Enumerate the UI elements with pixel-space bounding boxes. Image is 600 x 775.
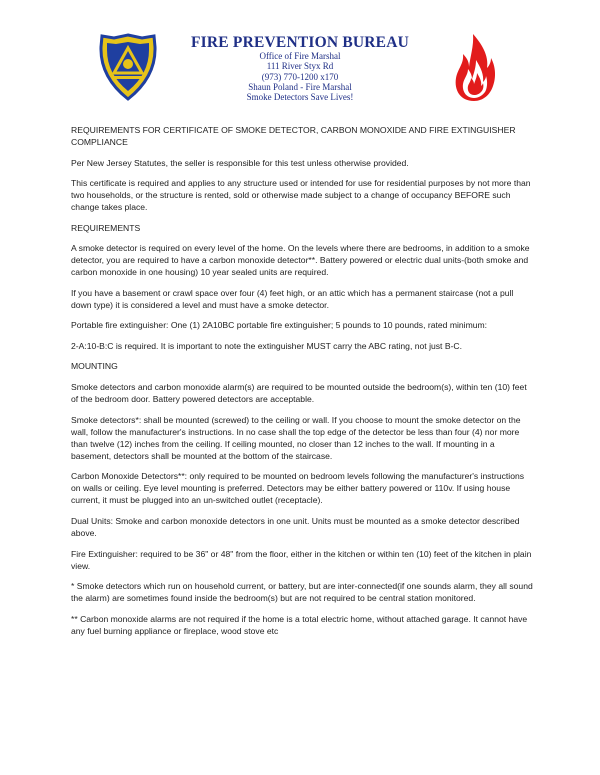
office-address: 111 River Styx Rd <box>266 61 334 72</box>
extinguisher-requirement: Portable fire extinguisher: One (1) 2A10BC portable fire extinguisher; 5 pounds to 10 pounds, rated minimum: <box>71 320 488 331</box>
mounting-dual-units: Dual Units: Smoke and carbon monoxide detectors in one unit. Units must be mounted as a smoke detector described above. <box>71 515 520 539</box>
slogan: Smoke Detectors Save Lives! <box>246 92 354 103</box>
smoke-detector-requirement: A smoke detector is required on every level of the home. On the levels where there are bedrooms, in addition to a smoke detector, you are required to have a carbon monoxide detector**. Battery powered or electric dual units-(both smoke and carbon monoxide in one housing) 10 year sealed units are required. <box>71 243 530 278</box>
requirements-heading: REQUIREMENTS <box>71 222 141 233</box>
office-phone: (973) 770-1200 x170 <box>261 71 339 82</box>
flame-icon <box>452 32 496 102</box>
mounting-co-detectors: Carbon Monoxide Detectors**: only required to be mounted on bedroom levels following the manufacturer's instructions on walls or ceiling. Eye level mounting is preferred. Detectors may be either battery powered or 110v. If using house current, it must be plugged into an un-switched outlet (receptacle). <box>71 471 525 506</box>
document-heading: REQUIREMENTS FOR CERTIFICATE OF SMOKE DETECTOR, CARBON MONOXIDE AND FIRE EXTINGUISHER COMPLIANCE <box>71 125 516 148</box>
mounting-heading: MOUNTING <box>71 361 118 372</box>
mounting-smoke-detectors: Smoke detectors*: shall be mounted (screwed) to the ceiling or wall. If you choose to mount the smoke detector on the wall, follow the manufacturer's instructions. In no case shall the top edge of the detector be less than four (4) nor more than twelve (12) inches from the ceiling. If ceiling mounted, no closer than 12 inches to the wall. If mounting in a basement, detectors shall be mounted at the bottom of the staircase. <box>71 414 521 461</box>
intro-paragraph: Per New Jersey Statutes, the seller is responsible for this test unless otherwise provided. <box>71 157 409 168</box>
extinguisher-rating: 2-A:10-B:C is required. It is important to note the extinguisher MUST carry the ABC rating, not just B-C. <box>71 340 463 351</box>
letterhead <box>160 34 440 102</box>
applicability-paragraph: This certificate is required and applies to any structure used or intended for use for residential purposes by not more than two households, or the structure is rented, sold or otherwise made subject to a change of occupancy BEFORE such change takes place. <box>71 178 531 213</box>
basement-requirement: If you have a basement or crawl space over four (4) feet high, or an attic which has a permanent staircase (not a pull down type) it is considered a level and must have a smoke detector. <box>71 287 514 310</box>
mounting-general: Smoke detectors and carbon monoxide alarm(s) are required to be mounted outside the bedroom(s), within ten (10) feet of the bedroom door. Battery powered detectors are acceptable. <box>71 381 527 405</box>
bureau-title: FIRE PREVENTION BUREAU <box>191 34 409 51</box>
office-name: Office of Fire Marshal <box>259 51 341 61</box>
fire-bureau-seal-icon <box>98 33 158 101</box>
footnote-co: ** Carbon monoxide alarms are not required if the home is a total electric home, without attached garage. It cannot have any fuel burning appliance or fireplace, wood stove etc <box>71 613 528 636</box>
mounting-fire-extinguisher: Fire Extinguisher: required to be 36" or 48" from the floor, either in the kitchen or within ten (10) feet of the kitchen in plain view. <box>71 548 532 571</box>
fire-marshal-name: Shaun Poland - Fire Marshal <box>248 81 352 92</box>
document-body <box>71 124 533 645</box>
footnote-smoke: * Smoke detectors which run on household current, or battery, but are inter-connected(if one sounds alarm, they all sound the alarm) are sometimes found inside the bedroom(s) but are not required to be central station monitored. <box>71 581 533 604</box>
